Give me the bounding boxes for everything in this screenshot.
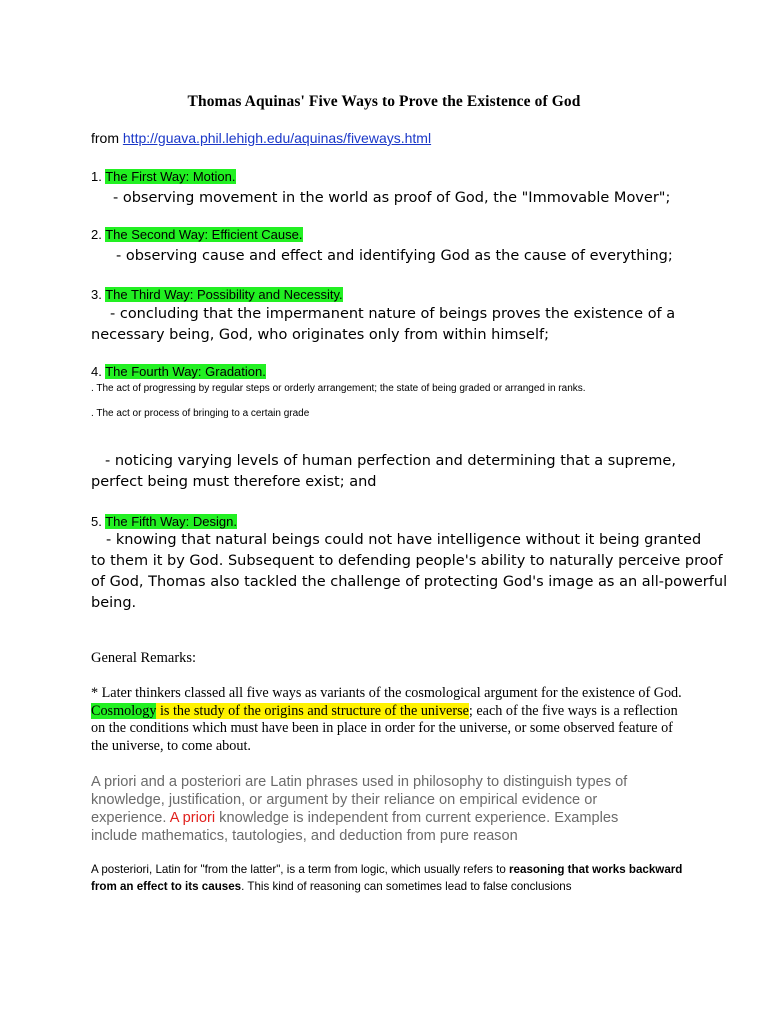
remarks-p3-intro: A posteriori, Latin for "from the latter", is a term from logic, which usually refers to (91, 863, 510, 876)
remarks-p2-intro: A priori and a posteriori are Latin phrases used in philosophy to distinguish types of knowledge, justification, or argument by their reliance on empirical evidence or experience. (91, 774, 628, 826)
remarks-paragraph-2 (91, 773, 651, 845)
remarks-paragraph-3 (91, 861, 701, 895)
remarks-heading: General Remarks: (91, 650, 197, 666)
remarks-p3-rest: . This kind of reasoning can sometimes lead to false conclusions (241, 880, 572, 893)
way-1-number: 1. (91, 169, 106, 184)
way-3-heading (91, 287, 343, 302)
way-2-title: The Second Way: Efficient Cause. (105, 227, 303, 242)
source-line (91, 130, 431, 146)
way-5-text-line-4: being. (91, 595, 137, 611)
way-2-heading (91, 227, 303, 242)
remarks-p1-rest: ; each of the five ways is a reflection on the conditions which must have been in place in order for the universe, or some observed feature of the universe, to come about. (91, 702, 678, 754)
cosmology-term: Cosmology (91, 702, 157, 719)
way-3-text-line-2: necessary being, God, who originates only from within himself; (91, 327, 549, 343)
way-5-title: The Fifth Way: Design. (105, 514, 237, 529)
way-5-text-line-2: to them it by God. Subsequent to defending people's ability to naturally perceive proof (91, 553, 723, 569)
reasoning-bold-phrase: reasoning that works backward from an effect to its causes (91, 863, 683, 893)
way-4-heading (91, 364, 266, 379)
way-5-text-line-1: - knowing that natural beings could not have intelligence without it being granted (106, 532, 702, 548)
way-5-number: 5. (91, 514, 106, 529)
document-title: Thomas Aquinas' Five Ways to Prove the Existence of God (187, 93, 581, 110)
remarks-paragraph-1 (91, 685, 691, 755)
remarks-p2-rest: knowledge is independent from current experience. Examples include mathematics, tautologies, and deduction from pure reason (91, 810, 619, 844)
way-1-text: - observing movement in the world as proof of God, the "Immovable Mover"; (113, 190, 671, 206)
a-priori-term: A priori (169, 810, 216, 826)
way-5-text-line-3: of God, Thomas also tackled the challenge of protecting God's image as an all-powerful (91, 574, 728, 590)
remarks-p1-intro: * Later thinkers classed all five ways as variants of the cosmological argument for the existence of God. (91, 685, 682, 701)
cosmology-definition: is the study of the origins and structure of the universe (156, 702, 469, 719)
source-link[interactable]: http://guava.phil.lehigh.edu/aquinas/fiveways.html (122, 130, 432, 146)
way-4-number: 4. (91, 364, 106, 379)
way-1-title: The First Way: Motion. (105, 169, 236, 184)
way-4-definition-2: . The act or process of bringing to a certain grade (91, 408, 310, 419)
way-3-text-line-1: - concluding that the impermanent nature of beings proves the existence of a (110, 306, 676, 322)
way-4-title: The Fourth Way: Gradation. (105, 364, 266, 379)
way-2-number: 2. (91, 227, 106, 242)
way-4-definition-1: . The act of progressing by regular steps or orderly arrangement; the state of being graded or arranged in ranks. (91, 383, 586, 394)
way-4-text-line-1: - noticing varying levels of human perfection and determining that a supreme, (105, 453, 676, 469)
way-1-heading (91, 169, 236, 184)
way-3-number: 3. (91, 287, 106, 302)
way-2-text: - observing cause and effect and identifying God as the cause of everything; (116, 248, 673, 264)
from-label: from (91, 130, 123, 146)
way-5-heading (91, 514, 237, 529)
way-4-text-line-2: perfect being must therefore exist; and (91, 474, 377, 490)
way-3-title: The Third Way: Possibility and Necessity. (105, 287, 343, 302)
